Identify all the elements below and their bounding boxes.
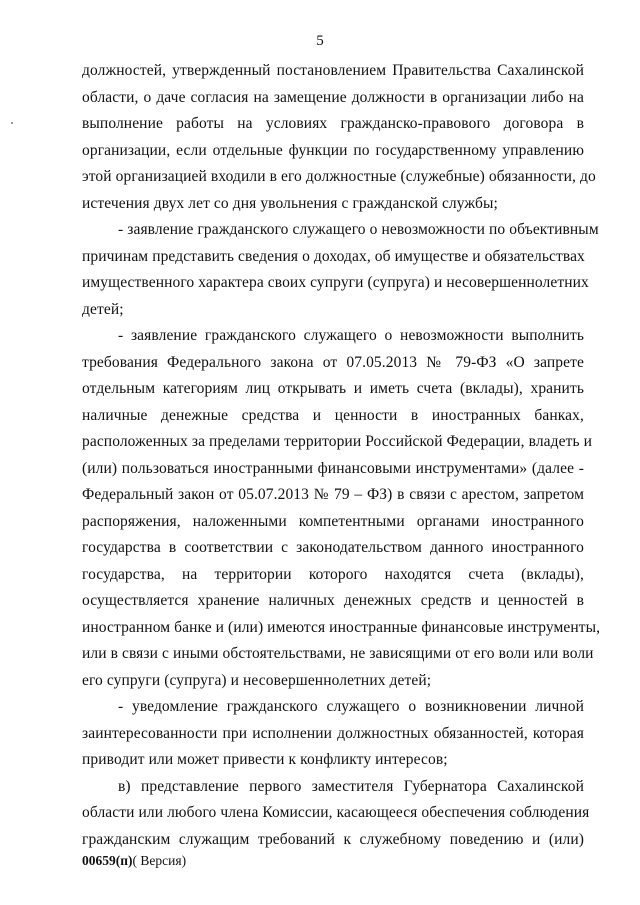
text-line: расположенных за пределами территории Российской Федерации, владеть и: [82, 433, 593, 450]
text-line: требования Федерального закона от 07.05.2013 № 79-ФЗ «О запрете: [82, 353, 584, 371]
text-line: или в связи с иными обстоятельствами, не зависящими от его воли или воли: [82, 645, 594, 662]
text-line: этой организацией входили в его должностные (служебные) обязанности, до: [82, 168, 596, 185]
text-line: наличные денежные средства и ценности в иностранных банках,: [82, 406, 584, 424]
text-line: области или любого члена Комиссии, касающееся обеспечения соблюдения: [82, 804, 590, 821]
text-line: его супруги (супруга) и несовершеннолетних детей;: [82, 671, 432, 689]
text-line: области, о даче согласия на замещение должности в организации либо на: [82, 88, 584, 106]
text-line: детей;: [82, 300, 124, 318]
text-line: в) представление первого заместителя Губернатора Сахалинской: [118, 777, 584, 795]
text-line: должностей, утвержденный постановлением Правительства Сахалинской: [82, 62, 584, 79]
text-line: государства, на территории которого находятся счета (вклады),: [82, 565, 584, 583]
text-line: - уведомление гражданского служащего о возникновении личной: [118, 698, 584, 715]
text-line: гражданским служащим требований к служебному поведению и (или): [82, 830, 584, 848]
text-line: организации, если отдельные функции по государственному управлению: [82, 141, 584, 159]
text-line: причинам представить сведения о доходах, об имуществе и обязательствах: [82, 247, 585, 265]
document-code: 00659(п): [82, 853, 133, 868]
text-line: иностранном банке и (или) имеются иностранные финансовые инструменты,: [82, 618, 601, 636]
page-number: 5: [316, 33, 324, 49]
text-line: имущественного характера своих супруги (супруга) и несовершеннолетних: [82, 274, 589, 291]
text-line: осуществляется хранение наличных денежных средств и ценностей в: [82, 592, 584, 609]
text-line: выполнение работы на условиях гражданско-правового договора в: [82, 115, 584, 132]
document-version: ( Версия): [132, 853, 187, 868]
text-line: - заявление гражданского служащего о невозможности выполнить: [118, 327, 584, 344]
text-line: заинтересованности при исполнении должностных обязанностей, которая: [82, 724, 584, 742]
document-body: [82, 58, 601, 853]
text-line: Федеральный закон от 05.07.2013 № 79 – ФЗ) в связи с арестом, запретом: [82, 486, 584, 503]
text-line: истечения двух лет со дня увольнения с гражданской службы;: [82, 194, 498, 212]
text-line: приводит или может привести к конфликту интересов;: [82, 751, 448, 768]
document-footer: [82, 853, 186, 869]
text-line: - заявление гражданского служащего о невозможности по объективным: [118, 221, 599, 238]
margin-mark: [11, 122, 13, 124]
text-line: отдельным категориям лиц открывать и иметь счета (вклады), хранить: [82, 380, 584, 397]
text-line: (или) пользоваться иностранными финансовыми инструментами» (далее -: [82, 459, 584, 477]
text-line: распоряжения, наложенными компетентными органами иностранного: [82, 512, 584, 530]
text-line: государства в соответствии с законодательством данного иностранного: [82, 539, 584, 556]
